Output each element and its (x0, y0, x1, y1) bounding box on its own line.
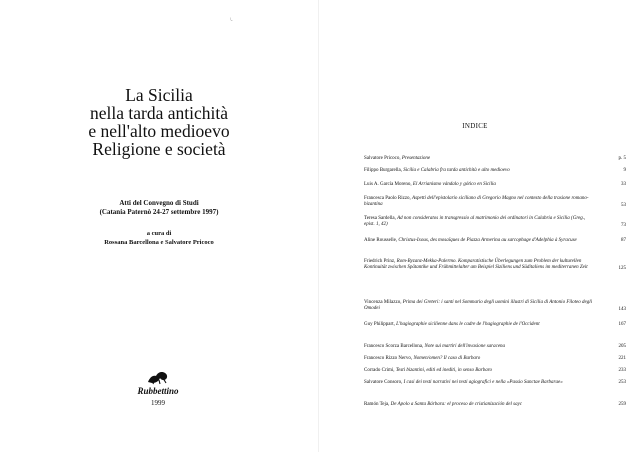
toc-entry (364, 368, 626, 374)
toc-entry-author: Luis A. García Moreno, (364, 182, 413, 187)
publication-year: 1999 (151, 399, 165, 407)
toc-entry-title: Note sui martiri dell'invasione saracena (424, 344, 506, 349)
right-page (320, 0, 640, 452)
toc-entry-text (364, 238, 592, 244)
toc-entry-title: De Apolo a Santa Bárbara: el proceso de cristianización del sayc (390, 402, 523, 407)
toc-entry-title: Christus-Ixous, des mosaïques de Piazza Armerina au sarcophage d'Adelphia à Syracuse (398, 238, 577, 243)
toc-entry (364, 238, 626, 244)
toc-entry (364, 156, 626, 162)
title-line-3: e nell'alto medioevo (88, 121, 230, 141)
toc-entry-page: 87 (621, 238, 626, 243)
toc-entry-title: Aspetti dell'epistolario siciliano di Gregorio Magno nel contesto della trasione romano-bizantina (364, 196, 589, 208)
corner-mark: \. (230, 18, 233, 23)
title-line-2: nella tarda antichità (90, 103, 228, 123)
toc-entry-title: El Arrianismo vándalo y gótico en Sicilia (412, 182, 496, 187)
toc-entry-page: 233 (618, 368, 626, 373)
toc-entry-page: 221 (618, 356, 626, 361)
toc-entry (364, 322, 626, 328)
toc-entry-title: Sicilia e Calabria fra tarda antichità e alto medioevo (403, 168, 510, 173)
toc-entry (364, 182, 626, 188)
toc-entry-author: Friedrich Prinz, (364, 259, 397, 264)
toc-entry-text (364, 259, 592, 272)
proceedings-line-2: (Catania Paternò 24-27 settembre 1997) (99, 208, 219, 216)
toc-entry-author: Francesco Rizzo Nervo, (364, 356, 414, 361)
editors-info (70, 230, 248, 247)
toc-entry-author: Corrado Crimi, (364, 368, 396, 373)
toc-entry-title: L'hagiographie sicilienne dans le cadre de l'hagiographie de l'Occident (396, 322, 540, 327)
proceedings-line-1: Atti del Convegno di Studi (119, 199, 199, 207)
toc-entry-page: 167 (618, 322, 626, 327)
publisher-logo-icon (146, 369, 170, 385)
toc-entry-text (364, 156, 592, 162)
toc-entry-text (364, 300, 592, 313)
toc-entry-text (364, 182, 592, 188)
toc-entry-title: Ad non consideratos in transgressio al matrimonio dei ordinatori in Calabria e Sicilia (Greg., epist. 1, 42) (364, 216, 586, 228)
toc-entry-page: p. 5 (618, 156, 626, 161)
proceedings-info (70, 199, 248, 217)
toc-entry-author: Guy Philippart, (364, 322, 397, 327)
toc-entry-page: 205 (618, 344, 626, 349)
toc-entry (364, 216, 626, 229)
title-line-4: Religione e società (92, 139, 226, 159)
toc-entry-author: Salvatore Consoro, (364, 380, 404, 385)
toc-entry-author: Vincenza Milazzo, (364, 300, 403, 305)
toc-entry (364, 402, 626, 408)
book-title (78, 86, 240, 158)
toc-entry-text (364, 368, 592, 374)
title-line-1: La Sicilia (125, 85, 193, 105)
toc-entry (364, 259, 626, 272)
toc-entry-page: 73 (621, 223, 626, 228)
toc-entry-author: Ramón Teja, (364, 402, 391, 407)
toc-entry-author: Teresa Sardella, (364, 216, 398, 221)
toc-entry-title: Prima dei Greteri: i santi nel Sommario degli uomini illustri di Sicilia di Antonio Filoteo degli Omodei (364, 300, 593, 312)
toc-entry-page: 259 (618, 402, 626, 407)
toc-entry-text (364, 196, 592, 209)
toc-entry (364, 196, 626, 209)
toc-entry-author: Aline Rousselle, (364, 238, 399, 243)
toc-entry-title: Rom-Byzanz-Mekka-Palermo. Komparatistische Überlegungen zum Problem der kulturellen Kontinuität zwischen Spätantike und Frühmittelalter am Beispiel Siziliens und Süditaliens im mediterranen Zeit (364, 259, 588, 271)
toc-entry-author: Francesco Scorza Barcellona, (364, 344, 425, 349)
toc-entry (364, 344, 626, 350)
toc-entry-page: 125 (618, 266, 626, 271)
toc-entry (364, 356, 626, 362)
toc-entry-page: 9 (623, 168, 626, 173)
toc-entry-text (364, 380, 592, 386)
toc-entry-text (364, 402, 592, 408)
toc-entry-author: Filippo Burgarella, (364, 168, 404, 173)
toc-entry-page: 253 (618, 380, 626, 385)
toc-entry-text (364, 168, 592, 174)
toc-entry-text (364, 322, 592, 328)
toc-entry-page: 53 (621, 203, 626, 208)
toc-entry-title: I casi dei testi narrativi nei testi agiografici e nella «Passio Sanctae Barbarae» (403, 380, 563, 385)
toc-entry (364, 300, 626, 313)
editors-line-2: Rossana Barcellona e Salvatore Pricoco (104, 238, 214, 246)
toc-entry-author: Francesca Paolo Rizzo, (364, 196, 413, 201)
publisher-name: Rubbettino (137, 386, 179, 396)
toc-entry-page: 143 (618, 307, 626, 312)
toc-entry (364, 168, 626, 174)
toc-entry-text (364, 344, 592, 350)
toc-entry (364, 380, 626, 386)
index-heading: INDICE (462, 122, 488, 130)
toc-entry-author: Salvatore Pricoco, (364, 156, 402, 161)
toc-entry-text (364, 216, 592, 229)
toc-entry-page: 33 (621, 182, 626, 187)
toc-entry-text (364, 356, 592, 362)
toc-entry-title: Presentazione (401, 156, 431, 161)
page-gutter (318, 0, 319, 452)
editors-line-1: a cura di (146, 230, 172, 237)
toc-entry-title: Nomen/omen? Il caso di Barbaro (413, 356, 481, 361)
toc-entry-title: Testi bizantini, editi ed inediti, in senso Barbaro (395, 368, 492, 373)
